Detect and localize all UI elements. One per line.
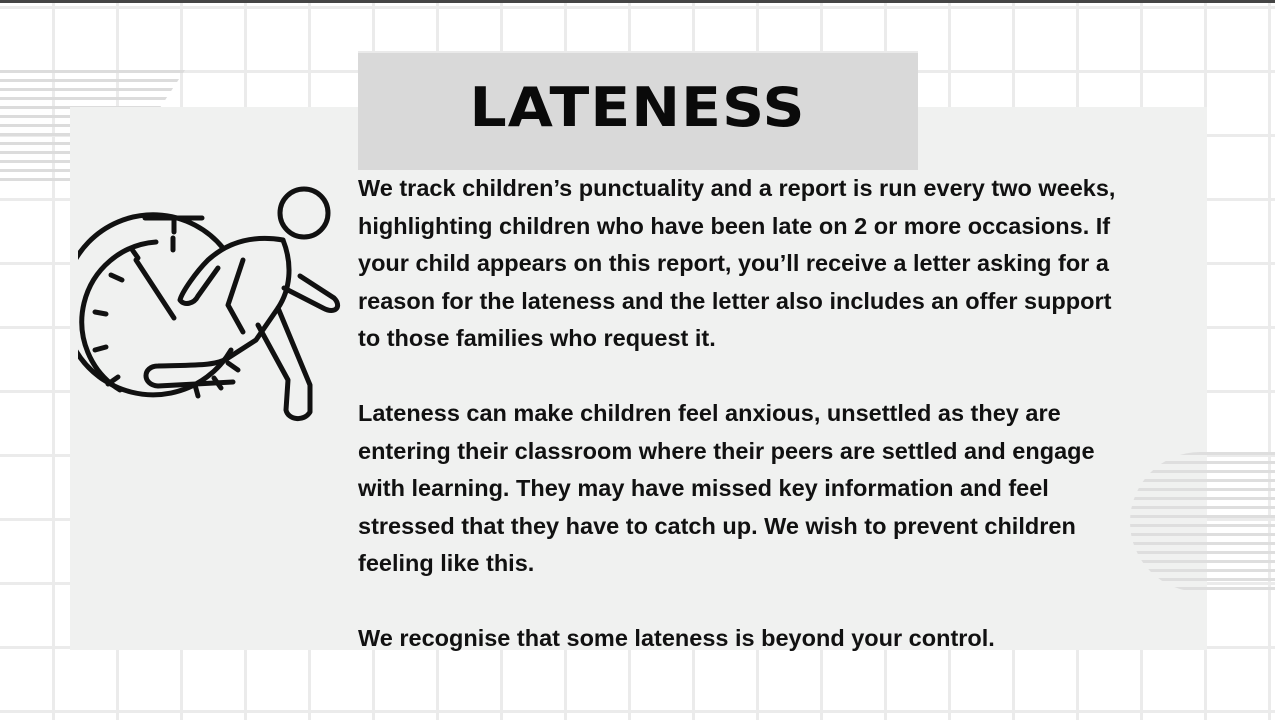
paragraph-punctuality — [358, 170, 1218, 358]
text-line: stressed that they have to catch up. We wish to prevent children — [358, 512, 1076, 539]
text-line: with learning. They may have missed key information and feel — [358, 475, 1049, 501]
title-banner — [358, 51, 918, 170]
text-line: your child appears on this report, you’ll receive a letter asking for a — [358, 250, 1109, 276]
paragraph-gap — [358, 583, 1218, 621]
top-border — [0, 0, 1275, 3]
paragraph-impact — [358, 395, 1218, 583]
text-line: highlighting children who have been late on 2 or more occasions. If — [358, 212, 1111, 239]
text-line: feeling like this. — [358, 550, 535, 576]
text-line: reason for the lateness and the letter also includes an offer support — [358, 287, 1112, 314]
text-line: We recognise that some lateness is beyond your control. — [358, 625, 995, 651]
paragraph-gap — [358, 358, 1218, 396]
body-text — [358, 170, 1218, 658]
paragraph-recognition — [358, 620, 1218, 658]
text-line: We track children’s punctuality and a report is run every two weeks, — [358, 175, 1116, 201]
text-line: entering their classroom where their peers are settled and engage — [358, 437, 1095, 464]
text-line: to those families who request it. — [358, 325, 716, 351]
text-line: Lateness can make children feel anxious, unsettled as they are — [358, 400, 1061, 426]
page-title: LATENESS — [469, 75, 807, 139]
late-runner-stopwatch-icon — [78, 180, 348, 430]
